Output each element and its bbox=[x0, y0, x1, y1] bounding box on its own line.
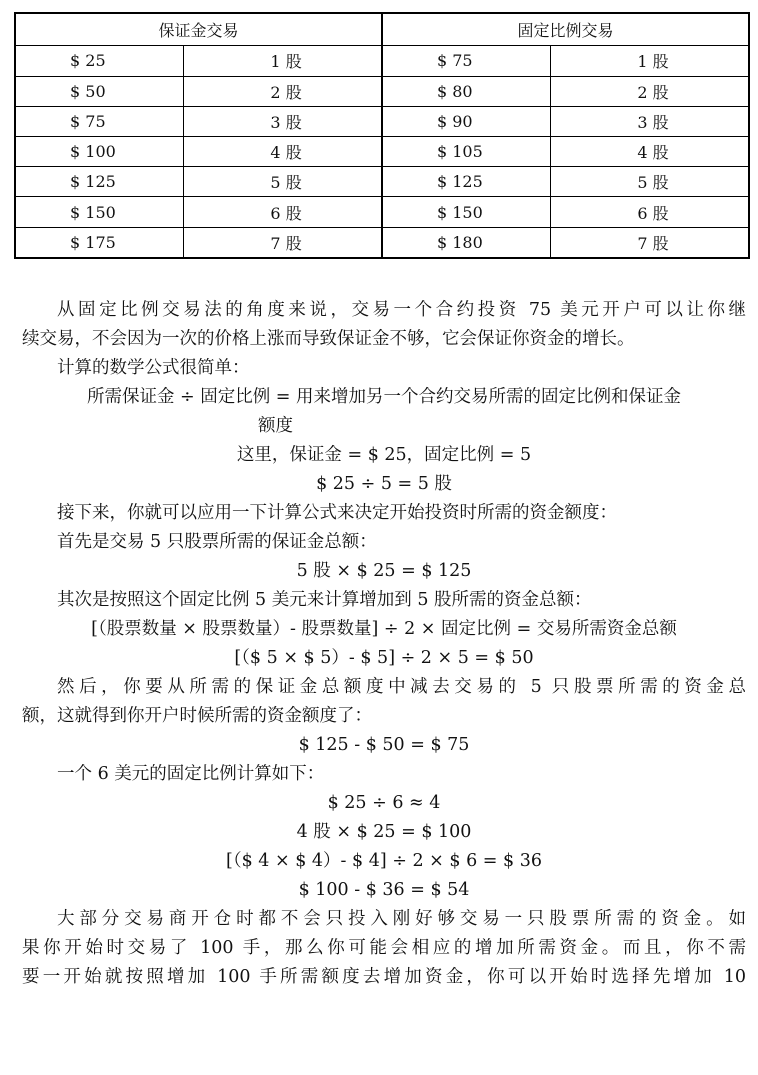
paragraph-line: 接下来，你就可以应用一下计算公式来决定开始投资时所需的资金额度： bbox=[57, 503, 617, 523]
paragraph-line: 大部分交易商开仓时都不会只投入刚好够交易一只股票所需的资金。如 bbox=[57, 909, 746, 929]
table-row bbox=[15, 227, 749, 258]
margin-amount: $ 25 bbox=[15, 46, 184, 76]
paragraph-line: 要一开始就按照增加 100 手所需额度去增加资金，你可以开始时选择先增加 10 bbox=[22, 967, 746, 987]
margin-amount: $ 125 bbox=[15, 167, 184, 197]
margin-shares: 7 股 bbox=[184, 227, 382, 258]
paragraph-line: 然后，你要从所需的保证金总额度中减去交易的 5 只股票所需的资金总 bbox=[57, 677, 746, 697]
table-row bbox=[15, 136, 749, 166]
paragraph-line: 从固定比例交易法的角度来说，交易一个合约投资 75 美元开户可以让你继 bbox=[57, 300, 746, 320]
table-row bbox=[15, 106, 749, 136]
margin-shares: 4 股 bbox=[184, 136, 382, 166]
header-fixed-ratio-trading: 固定比例交易 bbox=[382, 13, 749, 46]
margin-shares: 5 股 bbox=[184, 167, 382, 197]
ratio-amount: $ 150 bbox=[382, 197, 551, 227]
formula-line: 4 股 × $ 25 = $ 100 bbox=[296, 822, 472, 842]
margin-amount: $ 100 bbox=[15, 136, 184, 166]
body-text bbox=[22, 296, 746, 992]
paragraph-line: 果你开始时交易了 100 手，那么你可能会相应的增加所需资金。而且，你不需 bbox=[22, 938, 746, 958]
paragraph-line: 其次是按照这个固定比例 5 美元来计算增加到 5 股所需的资金总额： bbox=[57, 590, 592, 610]
formula-line: 额度 bbox=[258, 416, 293, 436]
table-row bbox=[15, 76, 749, 106]
ratio-shares: 4 股 bbox=[551, 136, 749, 166]
margin-ratio-table bbox=[14, 12, 750, 259]
formula-line: 所需保证金 ÷ 固定比例 = 用来增加另一个合约交易所需的固定比例和保证金 bbox=[86, 387, 682, 407]
margin-amount: $ 75 bbox=[15, 106, 184, 136]
paragraph-line: 计算的数学公式很简单： bbox=[57, 358, 250, 378]
margin-shares: 1 股 bbox=[184, 46, 382, 76]
formula-line: 这里，保证金 = $ 25，固定比例 = 5 bbox=[236, 445, 532, 465]
ratio-amount: $ 105 bbox=[382, 136, 551, 166]
paragraph-line: 一个 6 美元的固定比例计算如下： bbox=[57, 764, 325, 784]
formula-line: $ 125 - $ 50 = $ 75 bbox=[298, 735, 470, 755]
margin-shares: 2 股 bbox=[184, 76, 382, 106]
ratio-amount: $ 80 bbox=[382, 76, 551, 106]
formula-line: $ 25 ÷ 6 ≈ 4 bbox=[327, 793, 441, 813]
ratio-amount: $ 90 bbox=[382, 106, 551, 136]
margin-amount: $ 150 bbox=[15, 197, 184, 227]
formula-line: [（$ 5 × $ 5）- $ 5] ÷ 2 × 5 = $ 50 bbox=[234, 648, 534, 668]
ratio-shares: 5 股 bbox=[551, 167, 749, 197]
table-row bbox=[15, 46, 749, 76]
formula-line: [（股票数量 × 股票数量）- 股票数量] ÷ 2 × 固定比例 = 交易所需资金总额 bbox=[91, 619, 677, 639]
formula-line: $ 25 ÷ 5 = 5 股 bbox=[316, 474, 452, 494]
paragraph-line: 续交易，不会因为一次的价格上涨而导致保证金不够，它会保证你资金的增长。 bbox=[22, 329, 635, 349]
formula-line: [（$ 4 × $ 4）- $ 4] ÷ 2 × $ 6 = $ 36 bbox=[226, 851, 542, 871]
ratio-shares: 7 股 bbox=[551, 227, 749, 258]
table-row bbox=[15, 167, 749, 197]
ratio-shares: 1 股 bbox=[551, 46, 749, 76]
ratio-shares: 6 股 bbox=[551, 197, 749, 227]
ratio-amount: $ 75 bbox=[382, 46, 551, 76]
paragraph-line: 首先是交易 5 只股票所需的保证金总额： bbox=[57, 532, 377, 552]
ratio-amount: $ 125 bbox=[382, 167, 551, 197]
table-row bbox=[15, 197, 749, 227]
ratio-shares: 2 股 bbox=[551, 76, 749, 106]
margin-amount: $ 175 bbox=[15, 227, 184, 258]
ratio-shares: 3 股 bbox=[551, 106, 749, 136]
paragraph-line: 额，这就得到你开户时候所需的资金额度了： bbox=[22, 706, 372, 726]
formula-line: $ 100 - $ 36 = $ 54 bbox=[298, 880, 470, 900]
margin-shares: 3 股 bbox=[184, 106, 382, 136]
header-margin-trading: 保证金交易 bbox=[15, 13, 382, 46]
ratio-amount: $ 180 bbox=[382, 227, 551, 258]
formula-line: 5 股 × $ 25 = $ 125 bbox=[296, 561, 472, 581]
table-header-row bbox=[15, 13, 749, 46]
margin-shares: 6 股 bbox=[184, 197, 382, 227]
margin-amount: $ 50 bbox=[15, 76, 184, 106]
